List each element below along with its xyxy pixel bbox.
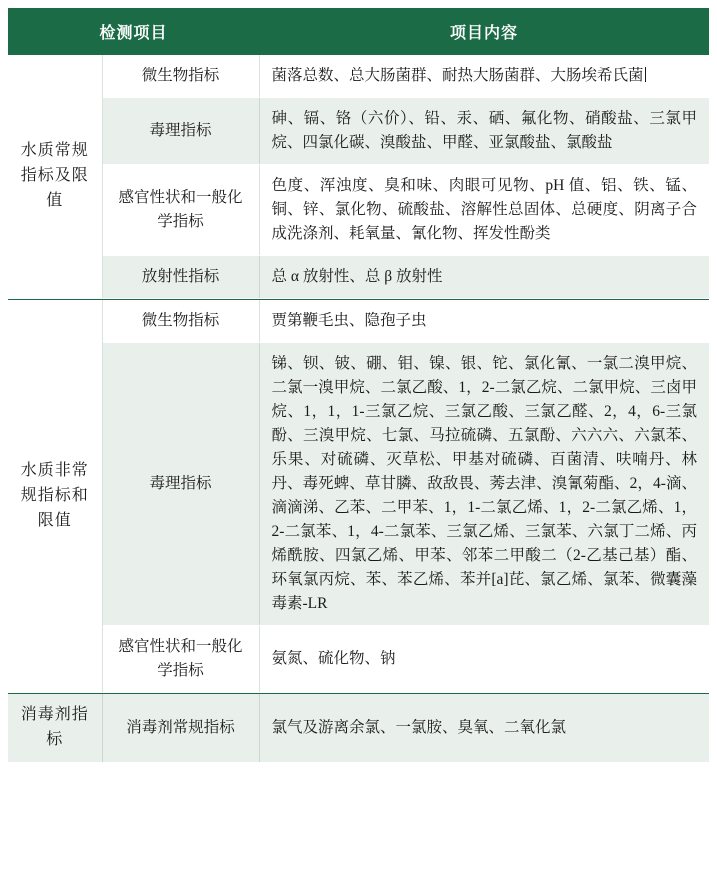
text-caret: [645, 67, 646, 82]
content-cell: 锑、钡、铍、硼、钼、镍、银、铊、氯化氰、一氯二溴甲烷、二氯一溴甲烷、二氯乙酸、1，2-二氯乙烷、二氯甲烷、三卤甲烷、1，1，1-三氯乙烷、三氯乙酸、三氯乙醛、2，4，6-三氯酚、三溴甲烷、七氯、马拉硫磷、五氯酚、六六六、六氯苯、乐果、对硫磷、灭草松、甲基对硫磷、百菌清、呋喃丹、林丹、毒死蜱、草甘膦、敌敌畏、莠去津、溴氰菊酯、2，4-滴、滴滴涕、乙苯、二甲苯、1，1-二氯乙烯、1，2-二氯乙烯、1，2-二氯苯、1，4-二氯苯、三氯乙烯、三氯苯、六氯丁二烯、丙烯酰胺、四氯乙烯、甲苯、邻苯二甲酸二（2-乙基己基）酯、环氧氯丙烷、苯、苯乙烯、苯并[a]芘、氯乙烯、氯苯、微囊藻毒素-LR: [259, 343, 709, 626]
table-row: [8, 98, 709, 165]
category-label: 微生物指标: [102, 300, 259, 343]
category-label: 毒理指标: [102, 343, 259, 626]
category-label: 消毒剂常规指标: [102, 694, 259, 762]
water-quality-table: [8, 8, 709, 762]
header-cell-test-item: 检测项目: [8, 8, 259, 55]
table-row: [8, 694, 709, 762]
header-cell-item-content: 项目内容: [259, 8, 709, 55]
content-cell: 氨氮、硫化物、钠: [259, 626, 709, 693]
group-label-disinfectant: 消毒剂指标: [8, 694, 102, 762]
content-cell: 砷、镉、铬（六价）、铅、汞、硒、氟化物、硝酸盐、三氯甲烷、四氯化碳、溴酸盐、甲醛、亚氯酸盐、氯酸盐: [259, 98, 709, 165]
table-row: [8, 256, 709, 299]
group-label-regular: 水质常规指标及限值: [8, 55, 102, 299]
category-label: 放射性指标: [102, 256, 259, 299]
category-label: 微生物指标: [102, 55, 259, 98]
content-cell: 色度、浑浊度、臭和味、肉眼可见物、pH 值、铝、铁、锰、铜、锌、氯化物、硫酸盐、溶解性总固体、总硬度、阴离子合成洗涤剂、耗氧量、氰化物、挥发性酚类: [259, 165, 709, 256]
content-text: 菌落总数、总大肠菌群、耐热大肠菌群、大肠埃希氏菌: [271, 67, 644, 84]
category-label: 毒理指标: [102, 98, 259, 165]
content-cell: 总 α 放射性、总 β 放射性: [259, 256, 709, 299]
table-row: [8, 55, 709, 98]
table-body: [8, 55, 709, 762]
category-label: 感官性状和一般化学指标: [102, 626, 259, 693]
category-label: 感官性状和一般化学指标: [102, 165, 259, 256]
content-cell: [259, 55, 709, 98]
table-row: [8, 626, 709, 693]
group-label-nonregular: 水质非常规指标和限值: [8, 300, 102, 693]
content-cell: 贾第鞭毛虫、隐孢子虫: [259, 300, 709, 343]
table-row: [8, 343, 709, 626]
table-head: [8, 8, 709, 55]
table-row: [8, 300, 709, 343]
table-row: [8, 165, 709, 256]
content-cell: 氯气及游离余氯、一氯胺、臭氧、二氧化氯: [259, 694, 709, 762]
table-header-row: [8, 8, 709, 55]
